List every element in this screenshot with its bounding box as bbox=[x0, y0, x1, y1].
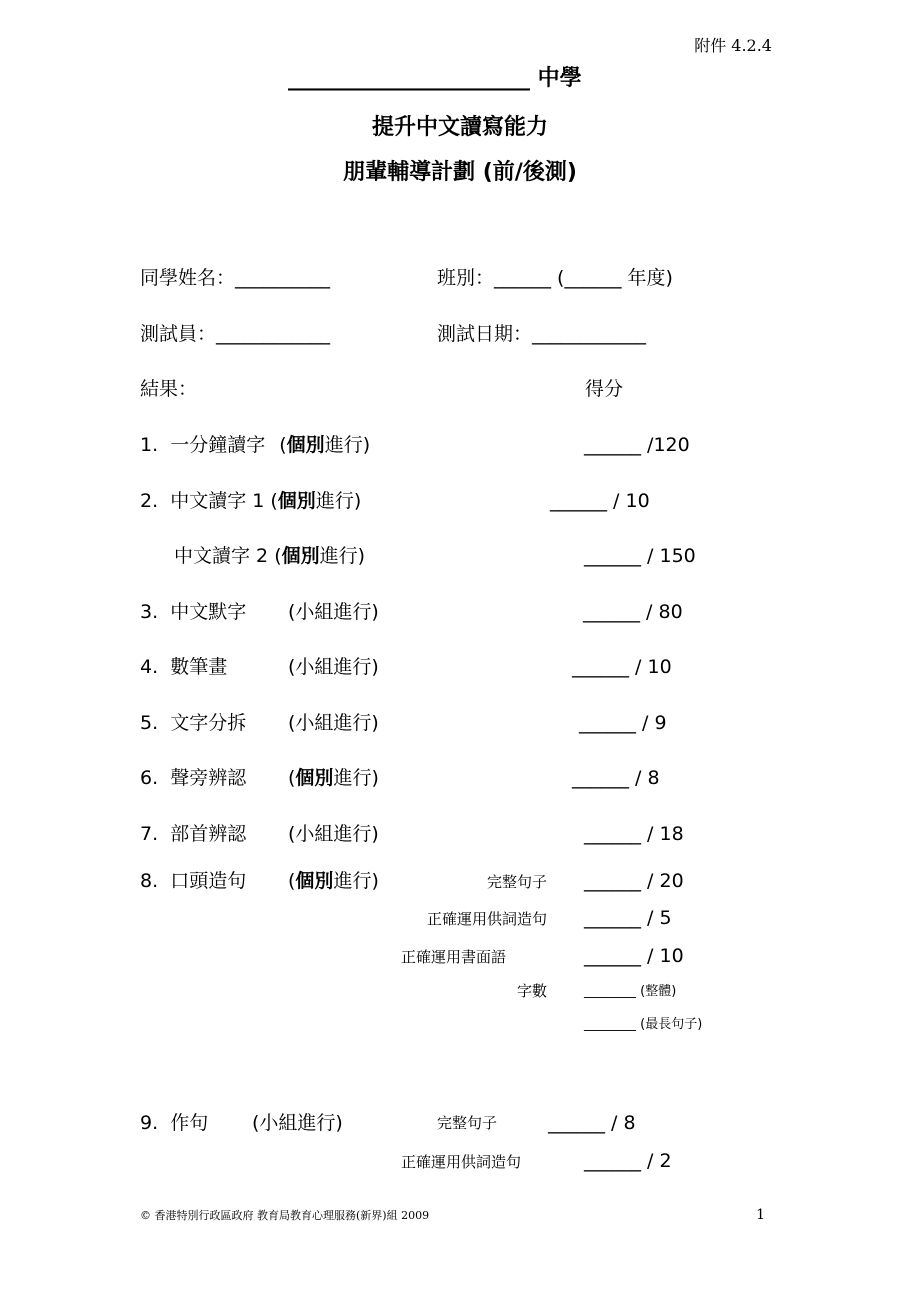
title-line-1: 提升中文讀寫能力 bbox=[371, 115, 548, 140]
results-label: 結果： bbox=[140, 378, 198, 400]
class-field: 班別：______ (______ 年度) bbox=[437, 267, 673, 289]
list-item bbox=[140, 603, 246, 622]
item-mode: (個別進行) bbox=[270, 490, 362, 512]
item-name: 作句 bbox=[170, 1112, 209, 1134]
sub-criterion-score: ________ (最長句子) bbox=[584, 1017, 703, 1032]
item-number: 4. bbox=[140, 656, 159, 678]
item-score: ______ /120 bbox=[584, 434, 690, 456]
item-name: 中文讀字 1 bbox=[170, 490, 265, 512]
school-name-blank: ______________________ bbox=[288, 66, 530, 91]
tester-field: 測試員：____________ bbox=[140, 323, 331, 345]
title-line-2: 朋輩輔導計劃 (前/後測) bbox=[343, 160, 577, 185]
item-mode: (個別進行) bbox=[288, 767, 379, 789]
list-item bbox=[140, 436, 370, 455]
item-name: 口頭造句 bbox=[170, 870, 247, 892]
item-name: 部首辨認 bbox=[170, 823, 247, 845]
item-mode: (小組進行) bbox=[288, 712, 379, 734]
student-name-field: 同學姓名：__________ bbox=[140, 267, 331, 289]
item-mode: (小組進行) bbox=[288, 656, 379, 678]
item-score: ______ / 18 bbox=[584, 823, 684, 845]
list-item bbox=[140, 714, 246, 733]
score-header: 得分 bbox=[585, 378, 624, 400]
list-item bbox=[140, 658, 227, 677]
item-name: 文字分拆 bbox=[170, 712, 247, 734]
list-item bbox=[140, 1114, 208, 1133]
test-date-field: 測試日期：____________ bbox=[437, 323, 647, 345]
sub-criterion-label: 正確運用供詞造句 bbox=[401, 1153, 522, 1171]
sub-criterion-score: ________ (整體) bbox=[584, 984, 677, 999]
item-number: 2. bbox=[140, 490, 159, 512]
item-name: 數筆畫 bbox=[170, 656, 228, 678]
item-mode: (小組進行) bbox=[288, 823, 379, 845]
item-number: 1. bbox=[140, 434, 159, 456]
item-name: 中文默字 bbox=[170, 601, 247, 623]
item-mode: (個別進行) bbox=[288, 870, 379, 892]
item-score: ______ / 8 bbox=[572, 767, 660, 789]
sub-criterion-label: 正確運用供詞造句 bbox=[426, 910, 547, 928]
sub-criterion-label: 字數 bbox=[516, 982, 547, 1000]
sub-criterion-label: 正確運用書面語 bbox=[401, 948, 507, 966]
item-mode: (個別進行) bbox=[274, 545, 366, 567]
sub-criterion-score: ______ / 8 bbox=[548, 1112, 636, 1134]
item-number: 9. bbox=[140, 1112, 159, 1134]
item-number: 3. bbox=[140, 601, 159, 623]
item-mode: (個別進行) bbox=[279, 434, 371, 456]
item-score: ______ / 80 bbox=[583, 601, 683, 623]
footer-copyright: © 香港特別行政區政府 教育局教育心理服務(新界)組 2009 bbox=[140, 1209, 430, 1222]
item-score: ______ / 150 bbox=[584, 545, 696, 567]
item-mode: (小組進行) bbox=[288, 601, 379, 623]
item-name: 聲旁辨認 bbox=[170, 767, 247, 789]
item-mode: (小組進行) bbox=[252, 1112, 343, 1134]
item-score: ______ / 9 bbox=[579, 712, 667, 734]
item-score: ______ / 10 bbox=[572, 656, 672, 678]
item-score: ______ / 10 bbox=[550, 490, 650, 512]
item-number: 5. bbox=[140, 712, 159, 734]
list-item bbox=[140, 769, 246, 788]
attachment-number: 附件 4.2.4 bbox=[694, 36, 772, 55]
list-item bbox=[174, 547, 365, 566]
page-number: 1 bbox=[756, 1207, 765, 1223]
sub-criterion-score: ______ / 20 bbox=[584, 870, 684, 892]
sub-criterion-label: 完整句子 bbox=[486, 873, 547, 891]
sub-criterion-score: ______ / 2 bbox=[584, 1150, 672, 1172]
list-item bbox=[140, 492, 361, 511]
item-name: 一分鐘讀字 bbox=[170, 434, 266, 456]
school-name-line bbox=[288, 68, 582, 90]
sub-criterion-score: ______ / 5 bbox=[584, 907, 672, 929]
item-number: 6. bbox=[140, 767, 159, 789]
item-number: 7. bbox=[140, 823, 159, 845]
list-item bbox=[140, 825, 246, 844]
item-number: 8. bbox=[140, 870, 159, 892]
item-name: 中文讀字 2 bbox=[174, 545, 269, 567]
school-suffix: 中學 bbox=[537, 66, 582, 91]
list-item bbox=[140, 872, 246, 891]
sub-criterion-score: ______ / 10 bbox=[584, 945, 684, 967]
sub-criterion-label: 完整句子 bbox=[437, 1114, 498, 1132]
